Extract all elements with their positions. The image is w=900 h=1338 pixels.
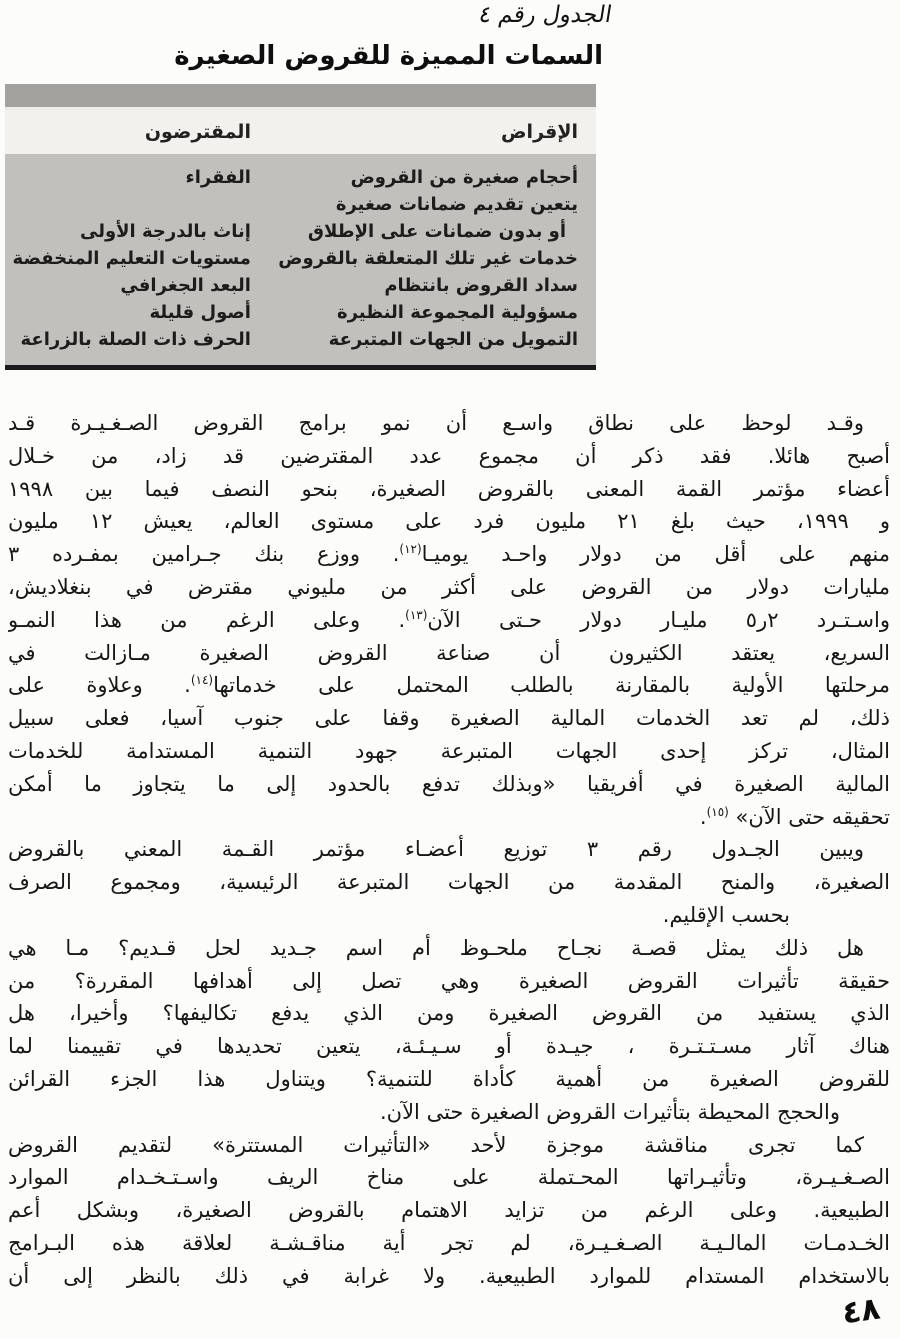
- table-row: [5, 164, 596, 191]
- text-line: أصبح هائلا. فقد ذكر أن مجموع عدد المقترضين قد زاد، من خـلال: [8, 443, 890, 468]
- text-line: [8, 604, 890, 637]
- table-top-band: [5, 84, 596, 110]
- text-line: [8, 669, 890, 702]
- cell-lending: أو بدون ضمانات على الإطلاق: [307, 221, 566, 242]
- cell-borrowers: مستويات التعليم المنخفضة: [12, 248, 251, 269]
- text-line: المالية الصغيرة في أفريقيا «وبذلك تدفع بالحدود إلى ما يتجاوز ما أمكن: [8, 771, 890, 796]
- text-line: وقـد لوحظ على نطاق واسـع أن نمو برامج القروض الصـغـيـرة قـد: [8, 411, 864, 435]
- text-line: حقيقة تأثيرات القروض الصغيرة وهي تصل إلى أهدافها المقررة؟ من: [8, 968, 890, 993]
- text-line: ذلك، لم تعد الخدمات المالية الصغيرة وقفا على جنوب آسيا، فعلى سبيل: [8, 706, 890, 731]
- cell-borrowers: الفقراء: [185, 167, 251, 188]
- paragraph: [8, 932, 890, 1129]
- cell-borrowers: الحرف ذات الصلة بالزراعة: [20, 329, 251, 350]
- line-text: واسـتـرد ٢ر٥ مليـار دولار حـتى الآن: [427, 607, 890, 632]
- text-line: و ١٩٩٩، حيث بلغ ٢١ مليون فرد على مستوى العالم، يعيش ١٢ مليون: [8, 509, 890, 534]
- page-number: ٤٨: [839, 1290, 883, 1332]
- line-text: . وعلى الرغم من هذا النمـو: [8, 607, 406, 632]
- footnote-marker: (١٥): [706, 804, 729, 819]
- cell-lending: أحجام صغيرة من القروض: [350, 167, 578, 188]
- line-text: . ووزع بنك جـرامين بمفـرده ٣: [8, 542, 400, 567]
- cell-borrowers: البعد الجغرافي: [120, 275, 251, 296]
- table-row: [5, 299, 596, 326]
- line-text: .: [699, 804, 707, 829]
- line-text: منهم على أقل من دولار واحـد يوميـا: [421, 542, 890, 567]
- text-line: كما تجرى مناقشة موجزة لأحد «التأثيرات المستترة» لتقديم القروض: [8, 1132, 864, 1157]
- cell-lending: سداد القروض بانتظام: [384, 275, 578, 296]
- text-line: [8, 801, 890, 834]
- cell-borrowers: أصول قليلة: [149, 302, 251, 323]
- table-row: [5, 272, 596, 299]
- text-line: مليارات دولار من القروض على أكثر من مليوني مقترض في بنغلاديش،: [8, 574, 890, 599]
- text-line: أعضاء مؤتمر القمة المعنى بالقروض الصغيرة، بنحو النصف فيما بين ١٩٩٨: [8, 476, 890, 501]
- text-line: والحجج المحيطة بتأثيرات القروض الصغيرة حتى الآن.: [379, 1099, 840, 1124]
- table-title: السمات المميزة للقروض الصغيرة: [174, 41, 603, 71]
- text-line: الصغيرة، والمنح المقدمة من الجهات المتبرعة الرئيسية، ومجموع الصرف: [8, 870, 890, 895]
- column-header-borrowers: المقترضون: [144, 121, 251, 143]
- line-text: . وعلاوة على: [8, 673, 191, 698]
- cell-lending: يتعين تقديم ضمانات صغيرة: [335, 194, 578, 215]
- line-text: تحقيقه حتى الآن»: [728, 804, 890, 829]
- table-row: [5, 245, 596, 272]
- text-line: الذي يستفيد من القروض الصغيرة ومن الذي يدفع تكاليفها؟ وأخيرا، هل: [8, 1001, 890, 1026]
- text-line: هناك آثار مسـتـتـرة ، جيـدة أو سـيـئـة، يتعين تحديدها في تقييمنا لما: [8, 1034, 890, 1059]
- body-text: [8, 407, 890, 1293]
- text-line: بالاستخدام المستدام للموارد الطبيعية. ولا غرابة في ذلك بالنظر إلى أن: [8, 1263, 890, 1288]
- footnote-marker: (١٣): [405, 607, 428, 622]
- table-row: [5, 191, 596, 218]
- table-row: [5, 218, 596, 245]
- text-line: المثال، تركز إحدى الجهات المتبرعة جهود التنمية المستدامة للخدمات: [8, 738, 890, 763]
- table-header-row: [5, 110, 596, 154]
- text-line: [8, 538, 890, 571]
- text-line: الطبيعية. وعلى الرغم من تزايد الاهتمام بالقروض الصغيرة، وبشكل أعم: [8, 1198, 890, 1223]
- cell-borrowers: إناث بالدرجة الأولى: [79, 221, 251, 242]
- features-table: [5, 84, 596, 370]
- text-line: بحسب الإقليم.: [662, 902, 790, 927]
- line-text: مرحلتها الأولية بالمقارنة بالطلب المحتمل على خدماتها: [213, 673, 890, 698]
- paragraph: [8, 407, 890, 833]
- cell-lending: مسؤولية المجموعة النظيرة: [336, 302, 578, 323]
- text-line: الصـغـيـرة، وتأثيـراتها المحـتملة على مناخ الريف واسـتـخـدام الموارد: [8, 1165, 890, 1190]
- table-body: [5, 154, 596, 370]
- text-line: هل ذلك يمثل قصـة نجـاح ملحـوظ أم اسم جـديد لحل قـديم؟ مـا هي: [8, 935, 864, 960]
- paragraph: [8, 833, 890, 931]
- column-header-lending: الإقراض: [501, 121, 578, 143]
- footnote-marker: (١٤): [190, 673, 214, 688]
- footnote-marker: (١٢): [399, 542, 422, 557]
- table-caption: الجدول رقم ٤: [477, 2, 615, 28]
- text-line: الخـدمـات المالـيـة الصـغـيـرة، لم تجر أية مناقـشـة لعلاقة هذه البـرامج: [8, 1230, 890, 1255]
- cell-lending: التمويل من الجهات المتبرعة: [328, 329, 578, 350]
- cell-lending: خدمات غير تلك المتعلقة بالقروض: [278, 248, 578, 269]
- text-line: ويبين الجـدول رقم ٣ توزيع أعضـاء مؤتمر القـمة المعني بالقروض: [8, 837, 864, 862]
- text-line: السريع، يعتقد الكثيرون أن صناعة القروض الصغيرة مـازالت في: [8, 640, 890, 665]
- text-line: للقروض الصغيرة من أهمية كأداة للتنمية؟ ويتناول هذا الجزء القرائن: [8, 1066, 890, 1091]
- table-row: [5, 326, 596, 353]
- paragraph: [8, 1129, 890, 1293]
